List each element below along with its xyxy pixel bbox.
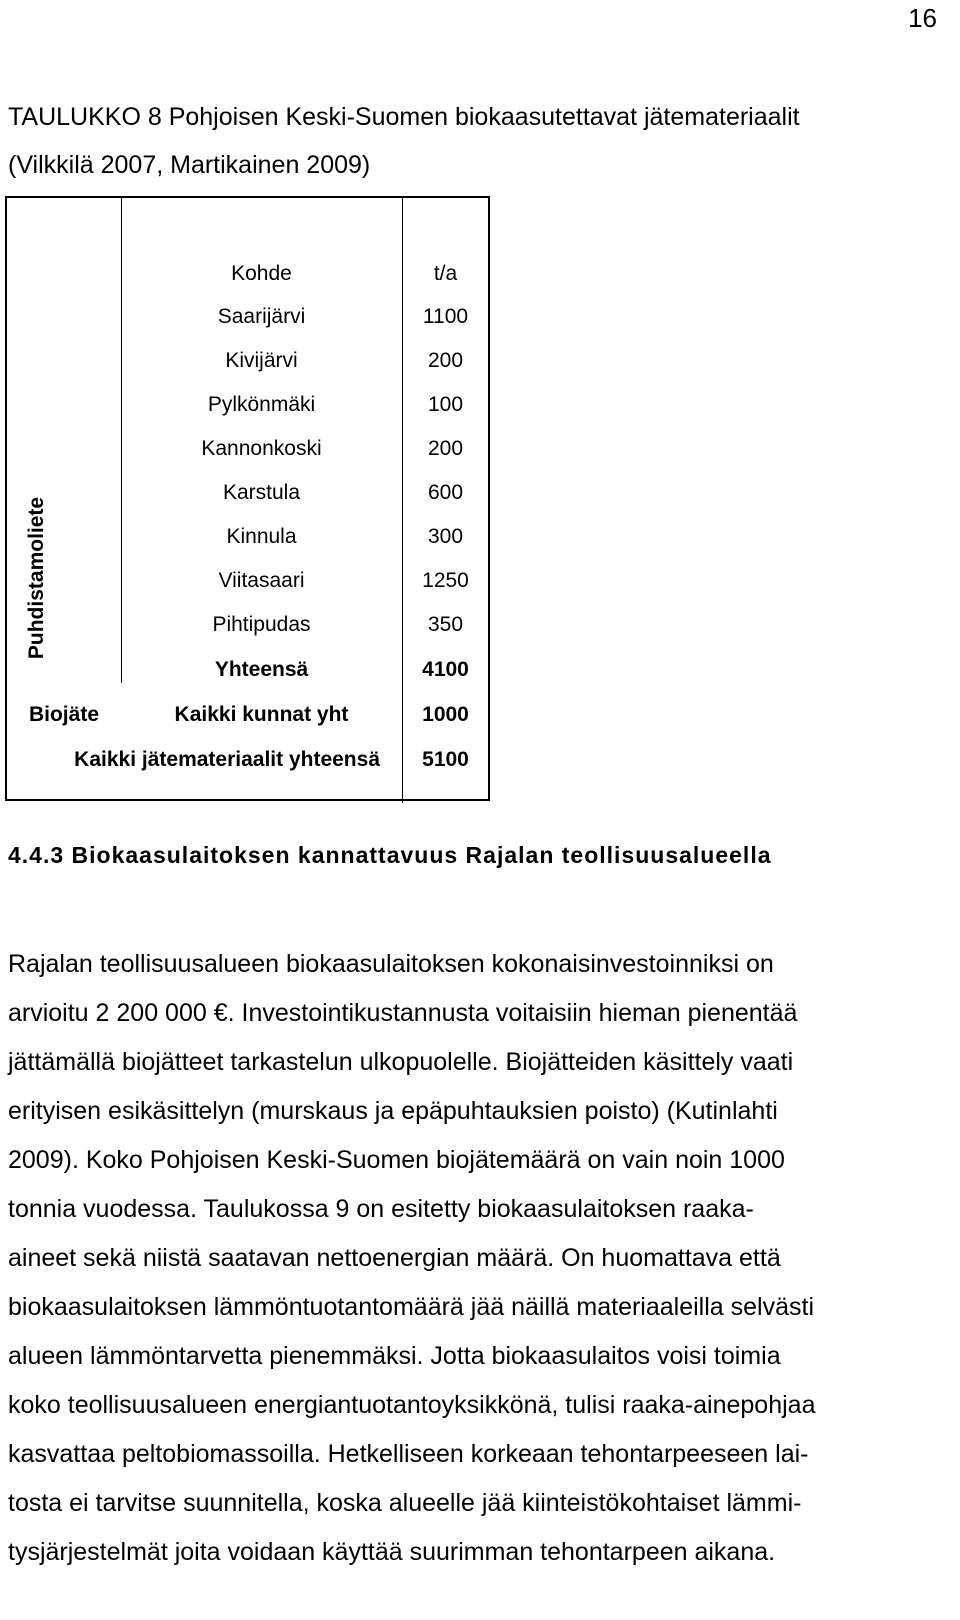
group-label-puhdistamoliete: Puhdistamoliete xyxy=(25,496,48,660)
table-row-ta: 600 xyxy=(427,481,464,504)
table-row-ta: 1250 xyxy=(422,569,469,592)
paragraph-line: kasvattaa peltobiomassoilla. Hetkelliseen korkeaan tehontarpeeseen lai- xyxy=(8,1440,809,1468)
paragraph-line: jättämällä biojätteet tarkastelun ulkopuolelle. Biojätteiden käsittely vaati xyxy=(8,1048,794,1076)
paragraph-line: 2009). Koko Pohjoisen Keski-Suomen biojätemäärä on vain noin 1000 xyxy=(8,1146,785,1174)
paragraph-line: tysjärjestelmät joita voidaan käyttää suurimman tehontarpeen aikana. xyxy=(8,1538,776,1566)
table-row-kohde: Kivijärvi xyxy=(225,349,298,372)
table-row-kohde: Karstula xyxy=(222,481,301,504)
table-row-kohde: Saarijärvi xyxy=(217,305,306,328)
table-caption xyxy=(8,93,800,189)
paragraph-line: aineet sekä niistä saatavan nettoenergian määrä. On huomattava että xyxy=(8,1244,781,1272)
paragraph-line: erityisen esikäsittelyn (murskaus ja epäpuhtauksien poisto) (Kutinlahti xyxy=(8,1097,778,1125)
table-row-ta: 350 xyxy=(427,613,464,636)
paragraph-line: tosta ei tarvitse suunnitella, koska alueelle jää kiinteistökohtaiset lämmi- xyxy=(8,1489,802,1517)
table-row-ta: 1100 xyxy=(422,305,469,328)
total-label: Kaikki jätemateriaalit yhteensä xyxy=(74,748,380,771)
caption-line-2: (Vilkkilä 2007, Martikainen 2009) xyxy=(8,151,371,179)
paragraph-line: Rajalan teollisuusalueen biokaasulaitoksen kokonaisinvestoinniksi on xyxy=(8,950,774,978)
table-row-ta: 200 xyxy=(427,349,464,372)
page-number: 16 xyxy=(908,3,937,33)
waste-materials-table xyxy=(5,196,490,801)
group-label-biojate: Biojäte xyxy=(28,703,99,726)
header-kohde: Kohde xyxy=(231,262,292,285)
paragraph-line: alueen lämmöntarvetta pienemmäksi. Jotta biokaasulaitos voisi toimia xyxy=(8,1342,781,1370)
paragraph-line: arvioitu 2 200 000 €. Investointikustannusta voitaisiin hieman pienentää xyxy=(8,999,798,1027)
subtotal-label: Yhteensä xyxy=(214,658,309,681)
paragraph-line: koko teollisuusalueen energiantuotantoyksikkönä, tulisi raaka-ainepohjaa xyxy=(8,1391,816,1419)
total-value: 5100 xyxy=(422,748,469,771)
table-row-ta: 200 xyxy=(427,437,464,460)
biojate-kohde: Kaikki kunnat yht xyxy=(174,703,349,726)
table-row-ta: 100 xyxy=(427,393,464,416)
paragraph-line: biokaasulaitoksen lämmöntuotantomäärä jää näillä materiaaleilla selvästi xyxy=(8,1293,814,1321)
header-ta: t/a xyxy=(433,262,458,285)
biojate-value: 1000 xyxy=(422,703,469,726)
table-row-ta: 300 xyxy=(427,525,464,548)
table-row-kohde: Viitasaari xyxy=(218,569,305,592)
subtotal-value: 4100 xyxy=(422,658,469,681)
table-row-kohde: Kannonkoski xyxy=(201,437,322,460)
table-row-kohde: Kinnula xyxy=(226,525,297,548)
caption-line-1: TAULUKKO 8 Pohjoisen Keski-Suomen biokaasutettavat jätemateriaalit xyxy=(8,103,800,131)
section-heading: 4.4.3 Biokaasulaitoksen kannattavuus Rajalan teollisuusalueella xyxy=(8,842,772,868)
table-row-kohde: Pylkönmäki xyxy=(207,393,316,416)
table-row-kohde: Pihtipudas xyxy=(212,613,311,636)
paragraph-line: tonnia vuodessa. Taulukossa 9 on esitetty biokaasulaitoksen raaka- xyxy=(8,1195,754,1223)
body-paragraph xyxy=(8,940,938,1577)
